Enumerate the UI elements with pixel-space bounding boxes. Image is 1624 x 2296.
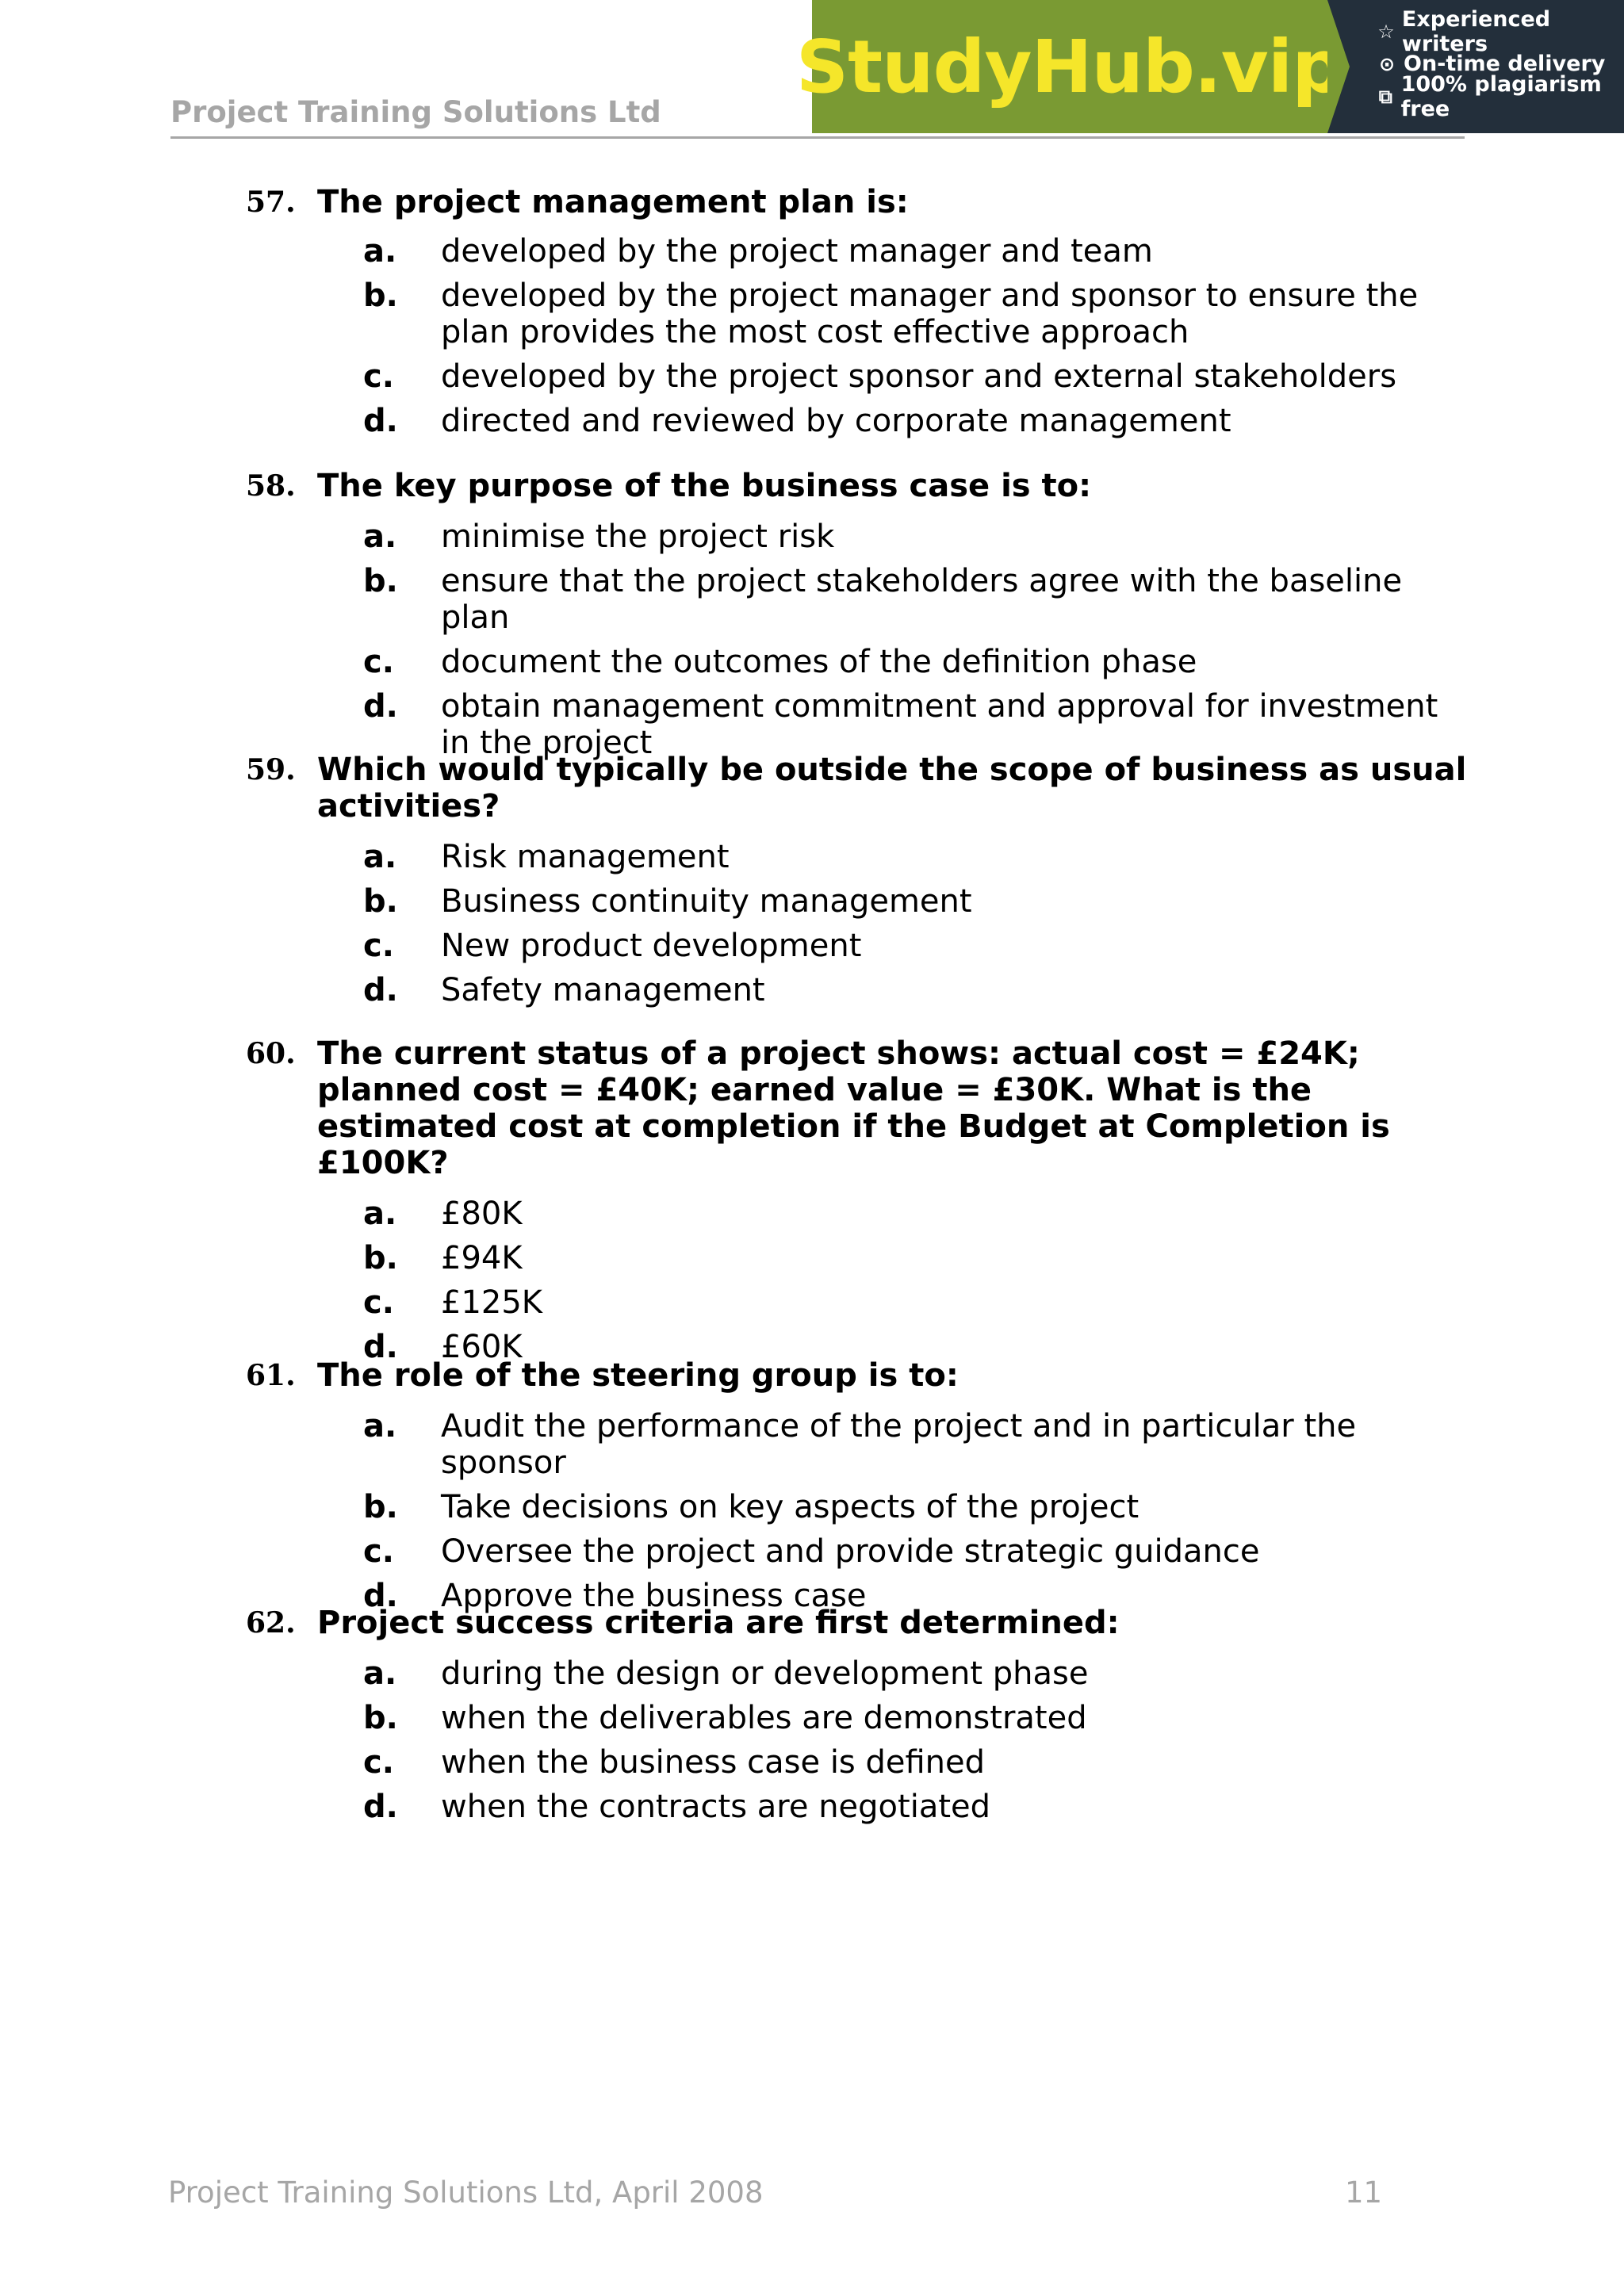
- answer-option: [363, 1744, 1483, 1781]
- answer-option: [363, 233, 1483, 270]
- option-letter: c.: [363, 1284, 394, 1321]
- option-text: £80K: [441, 1196, 523, 1232]
- option-text: ensure that the project stakeholders agree with the baseline plan: [441, 563, 1403, 636]
- option-text: developed by the project manager and team: [441, 233, 1153, 270]
- option-text: Business continuity management: [441, 883, 972, 920]
- option-letter: b.: [363, 1240, 398, 1276]
- feature-label: 100% plagiarism free: [1400, 71, 1602, 121]
- option-letter: b.: [363, 563, 398, 599]
- option-letter: a.: [363, 1408, 397, 1445]
- option-text: Risk management: [441, 839, 730, 875]
- option-text: Safety management: [441, 972, 765, 1008]
- option-text: developed by the project manager and sponsor to ensure the plan provides the most cost effective approach: [441, 277, 1419, 350]
- answer-option: [363, 1489, 1483, 1525]
- option-letter: d.: [363, 403, 398, 439]
- option-text: document the outcomes of the definition phase: [441, 644, 1197, 680]
- option-text: Approve the business case: [441, 1578, 867, 1614]
- feature-label: On-time delivery: [1404, 52, 1606, 76]
- answer-option: [363, 1284, 1483, 1321]
- question-text: Project success criteria are first determined:: [317, 1605, 1120, 1641]
- question-text: The project management plan is:: [317, 184, 909, 220]
- option-letter: a.: [363, 839, 397, 875]
- answer-option: [363, 688, 1483, 761]
- option-text: £125K: [441, 1284, 543, 1321]
- question-number: 59.: [246, 753, 296, 786]
- question-text: The key purpose of the business case is to:: [317, 468, 1092, 504]
- option-letter: a.: [363, 233, 397, 270]
- answer-option: [363, 277, 1483, 350]
- question-59: [246, 752, 1483, 1016]
- option-text: Oversee the project and provide strategic guidance: [441, 1533, 1260, 1570]
- answer-option: [363, 1408, 1483, 1481]
- copy-icon: ⧉: [1378, 85, 1392, 108]
- option-text: developed by the project sponsor and external stakeholders: [441, 358, 1397, 395]
- question-number: 60.: [246, 1037, 296, 1070]
- answer-option: [363, 928, 1483, 964]
- option-text: when the business case is defined: [441, 1744, 986, 1781]
- option-text: New product development: [441, 928, 862, 964]
- answer-option: [363, 358, 1483, 395]
- page-number: 11: [1345, 2175, 1383, 2210]
- option-letter: c.: [363, 1744, 394, 1781]
- option-text: £94K: [441, 1240, 523, 1276]
- footer-text: Project Training Solutions Ltd, April 2008: [168, 2175, 764, 2210]
- answer-option: [363, 972, 1483, 1008]
- option-letter: d.: [363, 1789, 398, 1825]
- option-letter: b.: [363, 883, 398, 920]
- question-number: 57.: [246, 186, 296, 219]
- banner-feature: [1377, 71, 1624, 121]
- option-letter: c.: [363, 1533, 394, 1570]
- clock-icon: ⊙: [1378, 52, 1396, 75]
- question-62: [246, 1605, 1483, 1833]
- answer-option: [363, 519, 1483, 555]
- option-letter: a.: [363, 519, 397, 555]
- option-text: minimise the project risk: [441, 519, 835, 555]
- option-text: Audit the performance of the project and in particular the sponsor: [441, 1408, 1357, 1481]
- option-text: obtain management commitment and approval for investment in the project: [441, 688, 1438, 761]
- banner-brand-panel: [795, 0, 1344, 133]
- option-text: Take decisions on key aspects of the project: [441, 1489, 1139, 1525]
- question-60: [246, 1035, 1483, 1373]
- option-letter: c.: [363, 644, 394, 680]
- answer-option: [363, 1789, 1483, 1825]
- option-letter: d.: [363, 688, 398, 725]
- option-text: when the deliverables are demonstrated: [441, 1700, 1087, 1736]
- option-letter: a.: [363, 1196, 397, 1232]
- answer-option: [363, 1655, 1483, 1692]
- answer-option: [363, 839, 1483, 875]
- question-58: [246, 468, 1483, 769]
- question-61: [246, 1357, 1483, 1622]
- header-rule: [170, 136, 1465, 139]
- studyhub-banner[interactable]: [795, 0, 1624, 133]
- answer-option: [363, 1196, 1483, 1232]
- option-text: during the design or development phase: [441, 1655, 1089, 1692]
- question-text: The current status of a project shows: actual cost = £24K; planned cost = £40K; earned value = £30K. What is the estimated cost at completion if the Budget at Completion is £100K?: [317, 1035, 1390, 1181]
- option-text: £60K: [441, 1329, 523, 1365]
- answer-option: [363, 1533, 1483, 1570]
- option-letter: a.: [363, 1655, 397, 1692]
- question-text: The role of the steering group is to:: [317, 1357, 959, 1394]
- banner-brand-logo: StudyHub.vip: [795, 24, 1344, 109]
- answer-option: [363, 883, 1483, 920]
- option-letter: d.: [363, 972, 398, 1008]
- option-text: when the contracts are negotiated: [441, 1789, 991, 1825]
- banner-feature: [1377, 6, 1624, 56]
- question-57: [246, 184, 1483, 447]
- answer-option: [363, 403, 1483, 439]
- option-letter: b.: [363, 1489, 398, 1525]
- header-title: Project Training Solutions Ltd: [170, 95, 661, 129]
- option-letter: b.: [363, 1700, 398, 1736]
- banner-features: [1327, 0, 1624, 133]
- question-number: 58.: [246, 469, 296, 503]
- option-letter: b.: [363, 277, 398, 314]
- option-letter: c.: [363, 928, 394, 964]
- option-letter: c.: [363, 358, 394, 395]
- feature-label: Experienced writers: [1401, 6, 1551, 56]
- answer-option: [363, 644, 1483, 680]
- question-number: 61.: [246, 1359, 296, 1392]
- option-letter: d.: [363, 1578, 398, 1614]
- star-icon: ☆: [1377, 20, 1395, 43]
- question-number: 62.: [246, 1606, 296, 1640]
- question-text: Which would typically be outside the scope of business as usual activities?: [317, 752, 1467, 825]
- option-text: directed and reviewed by corporate management: [441, 403, 1231, 439]
- answer-option: [363, 563, 1483, 636]
- answer-option: [363, 1700, 1483, 1736]
- option-letter: d.: [363, 1329, 398, 1365]
- answer-option: [363, 1240, 1483, 1276]
